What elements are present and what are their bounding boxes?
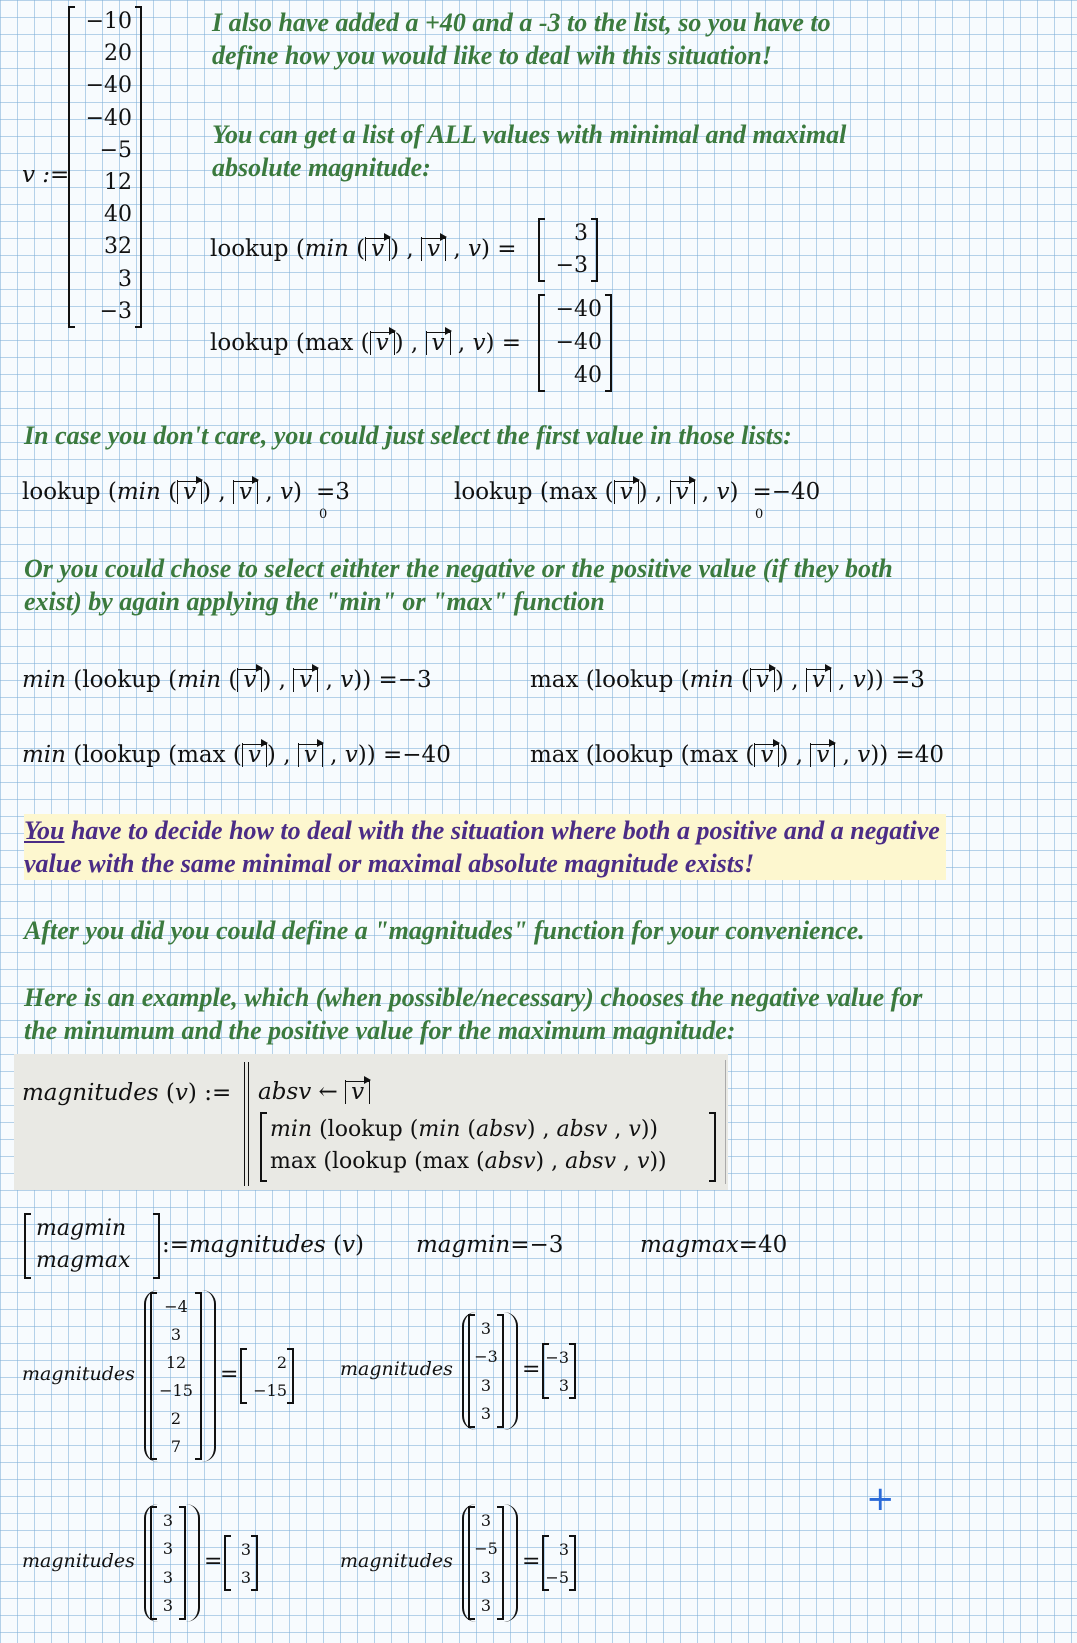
magnitudes-definition: magnitudes (v) :=	[22, 1080, 232, 1106]
input-element-3: 3	[162, 1596, 174, 1616]
example-output-vector	[542, 1343, 576, 1399]
note-example: Here is an example, which (when possible/necessary) chooses the negative value for the minumum and the positive value for the maximum magnitude:	[24, 983, 923, 1045]
magmin-magmax-vector[interactable]: magmin magmax	[24, 1213, 160, 1279]
example-output-vector	[240, 1348, 294, 1404]
warning-you: You	[24, 816, 65, 845]
input-element-0: 3	[480, 1510, 492, 1530]
right-paren	[202, 1290, 216, 1462]
input-element-4: 2	[170, 1408, 182, 1428]
min-lookup-min-expression[interactable]: min (lookup (min ( v ) , v , v)) =−3	[22, 667, 432, 693]
example-function-name: magnitudes	[22, 1550, 135, 1572]
lookup-min-result	[538, 218, 598, 282]
v-vector-matrix[interactable]	[68, 6, 142, 328]
crosshair-cursor-icon: +	[866, 1479, 895, 1519]
output-element-1: 3	[558, 1375, 569, 1395]
example-function-name: magnitudes	[340, 1358, 453, 1380]
magnitudes-assignment[interactable]: :=magnitudes (v)	[162, 1232, 364, 1258]
v-element-9: −3	[99, 298, 132, 324]
lookup-min-value-1: −3	[555, 253, 588, 278]
output-element-1: 3	[240, 1567, 251, 1587]
output-element-0: 2	[276, 1352, 287, 1372]
v-element-3: −40	[85, 105, 132, 131]
example-input-vector	[468, 1506, 504, 1620]
equals-sign: =	[220, 1362, 239, 1387]
lookup-max-value-2: 40	[574, 362, 602, 388]
first-min-expression[interactable]: lookup (min ( v ) , v , v) =3	[22, 479, 350, 505]
warning-note: You have to decide how to deal with the situation where both a positive and a negative value with the same minimal or maximal absolute magnitude exists!	[24, 814, 946, 880]
input-element-1: 3	[162, 1539, 174, 1559]
example-function-name: magnitudes	[340, 1550, 453, 1572]
equals-sign: =	[522, 1549, 541, 1574]
output-element-0: 3	[558, 1539, 569, 1559]
first-min-index: 0	[319, 507, 328, 522]
magnitudes-program-region[interactable]	[14, 1054, 728, 1190]
output-element-1: −5	[545, 1567, 569, 1587]
input-element-1: −3	[474, 1347, 498, 1367]
program-region-edge	[725, 1060, 726, 1184]
note-added-values: I also have added a +40 and a -3 to the list, so you have to define how you would like to deal wih this situation!	[212, 8, 831, 70]
example-output-vector	[542, 1535, 576, 1591]
output-element-1: −15	[253, 1380, 287, 1400]
program-bar	[244, 1062, 249, 1186]
output-element-0: 3	[240, 1539, 251, 1559]
lookup-max-value-1: −40	[555, 329, 602, 355]
min-lookup-max-expression[interactable]: min (lookup (max ( v ) , v , v)) =−40	[22, 742, 451, 768]
v-element-4: −5	[99, 137, 132, 163]
right-paren	[186, 1504, 200, 1622]
first-max-expression[interactable]: lookup (max ( v ) , v , v) =−40	[454, 479, 821, 505]
right-paren	[504, 1504, 518, 1622]
v-element-6: 40	[104, 202, 132, 228]
example-input-vector	[468, 1314, 504, 1428]
program-line-absv: absv ← v	[258, 1077, 370, 1107]
input-element-1: 3	[170, 1324, 182, 1344]
lookup-max-value-0: −40	[555, 297, 602, 323]
input-element-2: 3	[480, 1375, 492, 1395]
right-paren	[504, 1312, 518, 1430]
v-element-8: 3	[118, 266, 132, 292]
v-definition-label: v :=	[22, 162, 70, 188]
input-element-2: 3	[480, 1567, 492, 1587]
magmin-result[interactable]: magmin=−3	[416, 1232, 564, 1258]
note-select-sign: Or you could chose to select eithter the negative or the positive value (if they both exist) by again applying the "min" or "max" function	[24, 554, 893, 616]
v-element-1: 20	[104, 41, 132, 67]
program-return-matrix: min (lookup (min (absv) , absv , v)) max (lookup (max (absv) , absv , v))	[260, 1112, 716, 1182]
input-element-5: 7	[170, 1436, 182, 1456]
input-element-0: 3	[480, 1318, 492, 1338]
input-element-3: −15	[159, 1380, 193, 1400]
lookup-max-result	[538, 294, 612, 392]
equals-sign: =	[204, 1549, 223, 1574]
v-element-2: −40	[85, 73, 132, 99]
input-element-1: −5	[474, 1539, 498, 1559]
input-element-3: 3	[480, 1404, 492, 1424]
lookup-min-value-0: 3	[574, 221, 588, 246]
lookup-max-expression[interactable]: lookup (max ( v ) , v , v) =	[210, 330, 522, 356]
v-element-7: 32	[104, 234, 132, 260]
v-element-0: −10	[85, 9, 132, 35]
v-element-5: 12	[104, 170, 132, 196]
example-input-vector	[150, 1506, 186, 1620]
max-lookup-min-expression[interactable]: max (lookup (min ( v ) , v , v)) =3	[530, 667, 925, 693]
first-max-index: 0	[755, 507, 764, 522]
note-select-first: In case you don't care, you could just select the first value in those lists:	[24, 421, 792, 450]
lookup-min-expression[interactable]: lookup (min ( v ) , v , v) =	[210, 236, 517, 262]
note-define-function: After you did you could define a "magnitudes" function for your convenience.	[24, 916, 865, 945]
input-element-0: −4	[164, 1296, 188, 1316]
input-element-2: 12	[165, 1352, 187, 1372]
example-function-name: magnitudes	[22, 1363, 135, 1385]
input-element-3: 3	[480, 1596, 492, 1616]
input-element-0: 3	[162, 1510, 174, 1530]
example-output-vector	[224, 1535, 258, 1591]
note-list-all-values: You can get a list of ALL values with minimal and maximal absolute magnitude:	[212, 120, 847, 182]
output-element-0: −3	[545, 1347, 569, 1367]
equals-sign: =	[522, 1357, 541, 1382]
max-lookup-max-expression[interactable]: max (lookup (max ( v ) , v , v)) =40	[530, 742, 945, 768]
input-element-2: 3	[162, 1567, 174, 1587]
example-input-vector	[150, 1292, 202, 1460]
magmax-result[interactable]: magmax=40	[640, 1232, 788, 1258]
